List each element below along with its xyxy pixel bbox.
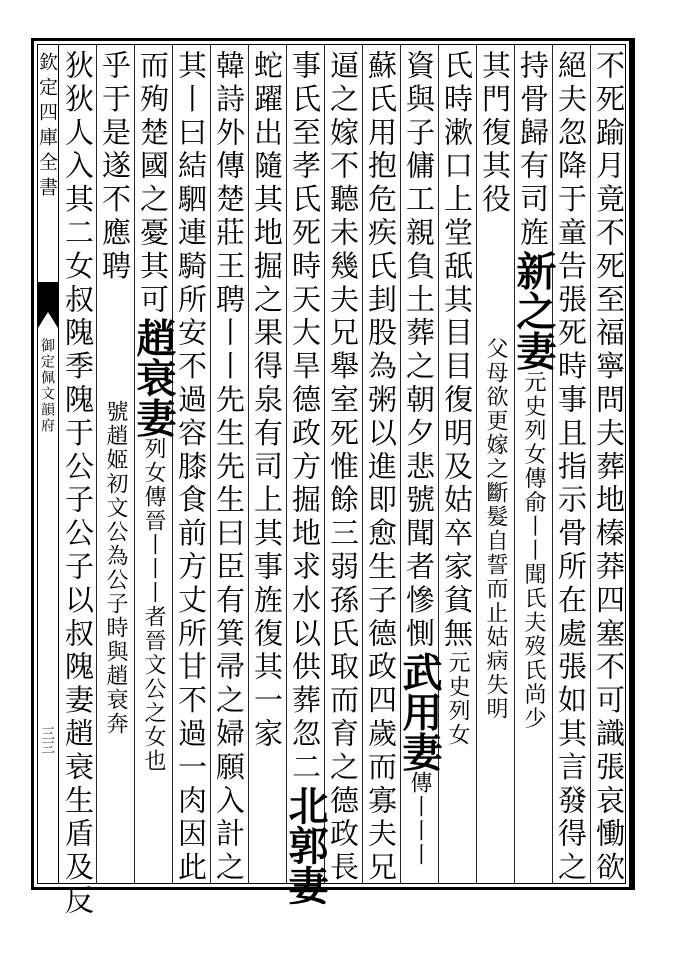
text-segment: 其門復其役 <box>478 50 512 217</box>
text-segment: 乎于是遂不應聘 <box>98 50 132 284</box>
entry-note: 列女傳晉丨丨丨者晉文公之女也 <box>141 437 166 774</box>
text-column <box>510 50 557 880</box>
fishtail-mark <box>38 282 58 328</box>
page-border-right-thick <box>630 38 635 890</box>
text-column: 其丨曰結駟連騎所安不過容膝食前方丈所甘不過一肉因此 <box>174 50 208 885</box>
text-column <box>396 50 443 880</box>
text-column <box>97 50 133 880</box>
entry-note: 元史列女傳俞丨丨聞氏夫歿氏尚少 <box>521 370 546 731</box>
entry-note: 元史列女 <box>445 651 470 748</box>
text-column: 狄狄人入其二女叔隗季隗于公子公子以叔隗妻趙衰生盾及反 <box>61 50 95 919</box>
text-segment: 持骨歸有司旌 <box>516 50 550 251</box>
text-segment: 氏時漱口上堂舐其目目復明及姑卒家貧無 <box>440 50 474 652</box>
text-column <box>130 50 177 880</box>
text-column: 不死踰月竟不死至福寧問夫葬地榛莽四塞不可識張哀慟欲 <box>592 50 626 885</box>
text-column <box>282 50 329 905</box>
text-segment: 而殉楚國之憂其可 <box>136 50 170 318</box>
text-column <box>477 50 513 880</box>
text-segment: 事氏至孝氏死時天大旱德政方掘地求水以供葬忽二 <box>288 50 322 785</box>
entry-note: 傳丨丨丨 <box>407 771 432 868</box>
text-column <box>439 50 475 880</box>
margin-library-name: 御定佩文韻府 <box>39 338 55 434</box>
text-column: 逼之嫁不聽未幾夫兄舉室死惟餘三弱孫氏取而育之德政長 <box>326 50 360 885</box>
text-column: 蛇躍出隨其地掘之果得泉有司上其事旌復其一家 <box>250 50 284 752</box>
text-column: 絕夫忽降于童告張死時事且指示骨所在處張如其言發得之 <box>554 50 588 885</box>
entry-heading-xin: 新之妻 <box>510 250 557 371</box>
text-column: 韓詩外傳楚莊王聘丨丨先生先生曰臣有箕帚之婦願入計之 <box>212 50 246 885</box>
entry-heading-wu: 武用妻 <box>396 651 443 772</box>
entry-heading-zhao: 趙衰妻 <box>130 317 177 438</box>
text-segment: 資與子傭工親負土葬之朝夕悲號聞者慘惻 <box>402 50 436 652</box>
entry-heading-bei: 北郭妻 <box>282 784 329 905</box>
text-column: 蘇氏用抱危疾氏刲股為粥以進即愈生子德政四歲而寡夫兄 <box>364 50 398 885</box>
entry-note: 父母欲更嫁之斷髮自誓而止姑病失明 <box>483 337 508 721</box>
margin-book-title: 欽定四庫全書 <box>36 52 58 202</box>
entry-note: 號趙姬初文公為公子時與趙衰奔 <box>103 399 128 736</box>
margin-page-number: 三三 <box>39 726 55 754</box>
